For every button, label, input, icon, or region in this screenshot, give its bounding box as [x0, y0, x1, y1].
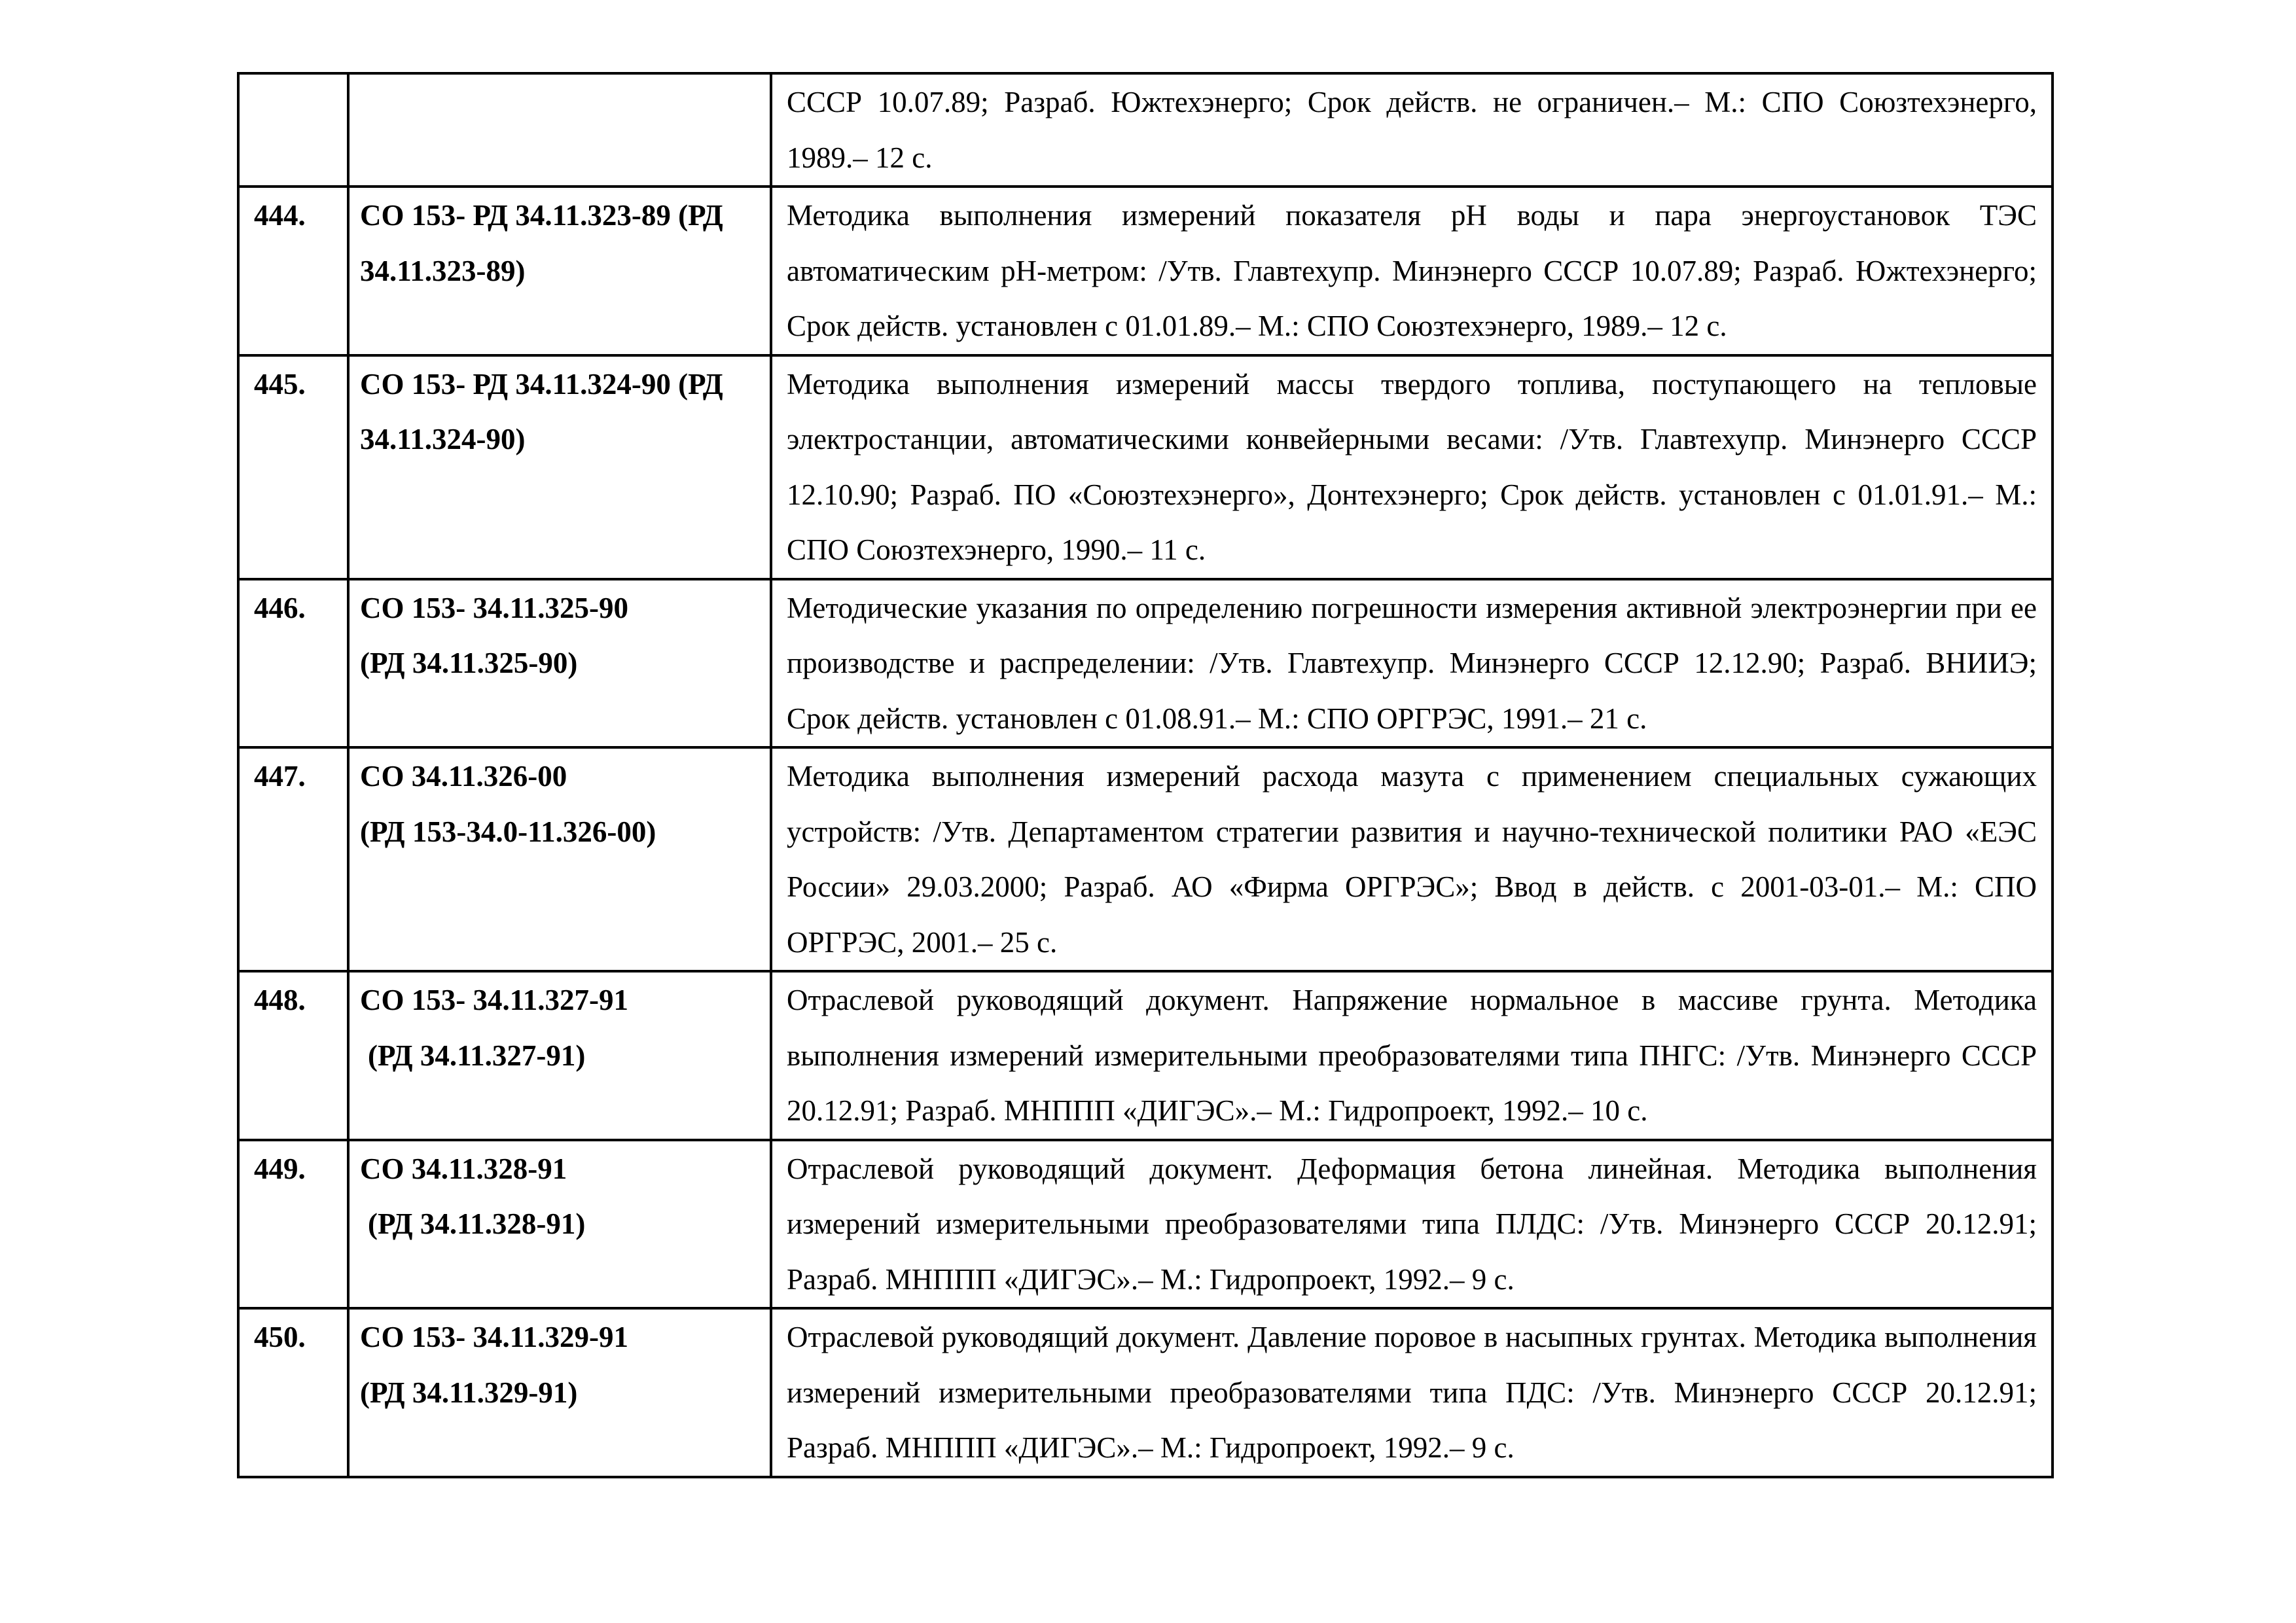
row-number: 450. — [238, 1308, 348, 1477]
row-number: 449. — [238, 1140, 348, 1309]
row-number: 447. — [238, 747, 348, 971]
row-number: 445. — [238, 355, 348, 579]
document-code-line-1: СО 34.11.326-00 — [360, 760, 567, 793]
document-code-line-2: 34.11.323-89) — [360, 254, 526, 287]
document-description: Методические указания по определению погрешности измерения активной электроэнергии при ее производстве и распределении: /Утв. Главтехупр. Минэнерго СССР 12.12.90; Разраб. ВНИИЭ; Срок действ. установлен с 01.08.91.– М.: СПО ОРГРЭС, 1991.– 21 с. — [771, 579, 2053, 748]
document-code-line-2: (РД 34.11.328-91) — [368, 1207, 586, 1240]
document-code-line-2: (РД 34.11.325-90) — [360, 647, 578, 679]
document-code — [348, 747, 771, 971]
document-code — [348, 355, 771, 579]
row-number: 446. — [238, 579, 348, 748]
table-row — [238, 73, 2053, 187]
table-row — [238, 1308, 2053, 1477]
document-description: Отраслевой руководящий документ. Напряжение нормальное в массиве грунта. Методика выполнения измерений измерительными преобразователями типа ПНГС: /Утв. Минэнерго СССР 20.12.91; Разраб. МНППП «ДИГЭС».– М.: Гидропроект, 1992.– 10 с. — [771, 971, 2053, 1140]
table-row — [238, 971, 2053, 1140]
table-row — [238, 579, 2053, 748]
row-number — [238, 73, 348, 187]
row-number: 444. — [238, 187, 348, 355]
document-code — [348, 579, 771, 748]
document-code — [348, 1308, 771, 1477]
document-code-line-1: СО 153- РД 34.11.324-90 (РД — [360, 367, 723, 401]
document-code-line-2: (РД 34.11.329-91) — [360, 1376, 578, 1409]
standards-table — [237, 72, 2054, 1478]
document-description: Методика выполнения измерений расхода мазута с применением специальных сужающих устройств: /Утв. Департаментом стратегии развития и научно-технической политики РАО «ЕЭС России» 29.03.2000; Разраб. АО «Фирма ОРГРЭС»; Ввод в действ. с 2001-03-01.– М.: СПО ОРГРЭС, 2001.– 25 с. — [771, 747, 2053, 971]
document-code-line-1: СО 153- 34.11.329-91 — [360, 1321, 628, 1353]
document-description: Методика выполнения измерений массы твердого топлива, поступающего на тепловые электростанции, автоматическими конвейерными весами: /Утв. Главтехупр. Минэнерго СССР 12.10.90; Разраб. ПО «Союзтехэнерго», Донтехэнерго; Срок действ. установлен с 01.01.91.– М.: СПО Союзтехэнерго, 1990.– 11 с. — [771, 355, 2053, 579]
document-description: Отраслевой руководящий документ. Давление поровое в насыпных грунтах. Методика выполнения измерений измерительными преобразователями типа ПДС: /Утв. Минэнерго СССР 20.12.91; Разраб. МНППП «ДИГЭС».– М.: Гидропроект, 1992.– 9 с. — [771, 1308, 2053, 1477]
document-code — [348, 971, 771, 1140]
table-row — [238, 187, 2053, 355]
document-description: СССР 10.07.89; Разраб. Южтехэнерго; Срок действ. не ограничен.– М.: СПО Союзтехэнерго, 1989.– 12 с. — [771, 73, 2053, 187]
document-code-line-1: СО 153- РД 34.11.323-89 (РД — [360, 199, 723, 232]
document-code-line-1: СО 153- 34.11.327-91 — [360, 984, 628, 1016]
document-code-line-2: (РД 34.11.327-91) — [368, 1039, 586, 1072]
document-description: Отраслевой руководящий документ. Деформация бетона линейная. Методика выполнения измерений измерительными преобразователями типа ПЛДС: /Утв. Минэнерго СССР 20.12.91; Разраб. МНППП «ДИГЭС».– М.: Гидропроект, 1992.– 9 с. — [771, 1140, 2053, 1309]
table-row — [238, 355, 2053, 579]
document-code — [348, 187, 771, 355]
document-code-line-2: 34.11.324-90) — [360, 423, 526, 455]
document-code-line-2: (РД 153-34.0-11.326-00) — [360, 815, 656, 848]
document-code — [348, 73, 771, 187]
document-code — [348, 1140, 771, 1309]
document-description: Методика выполнения измерений показателя рН воды и пара энергоустановок ТЭС автоматическим рН-метром: /Утв. Главтехупр. Минэнерго СССР 10.07.89; Разраб. Южтехэнерго; Срок действ. установлен с 01.01.89.– М.: СПО Союзтехэнерго, 1989.– 12 с. — [771, 187, 2053, 355]
document-code-line-1: СО 153- 34.11.325-90 — [360, 591, 628, 624]
table-row — [238, 1140, 2053, 1309]
row-number: 448. — [238, 971, 348, 1140]
table-row — [238, 747, 2053, 971]
document-code-line-1: СО 34.11.328-91 — [360, 1152, 567, 1185]
